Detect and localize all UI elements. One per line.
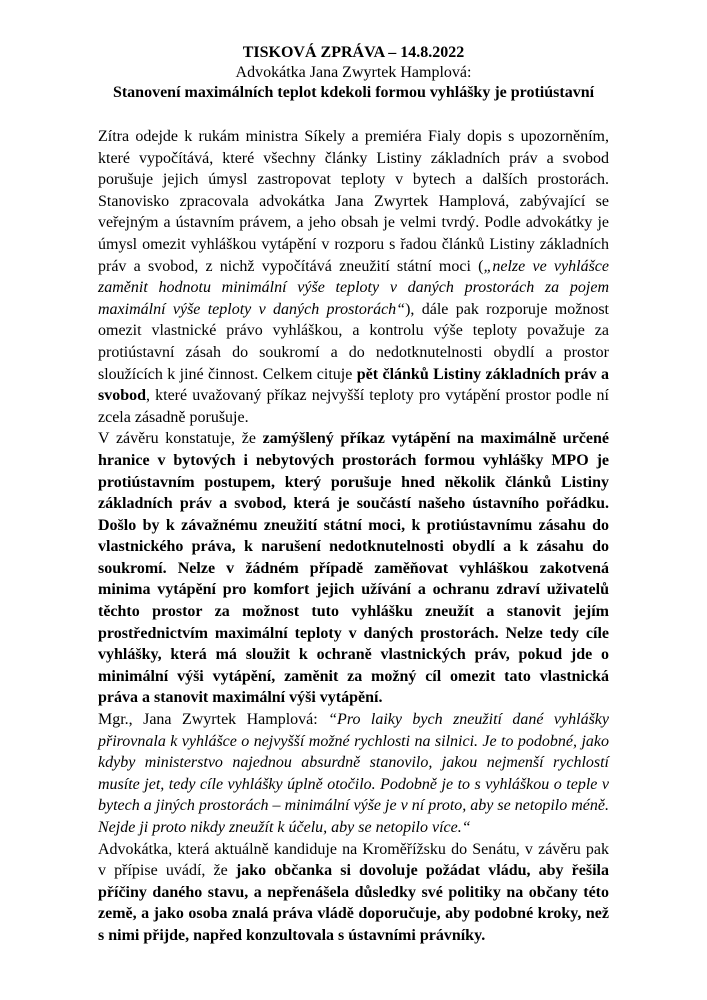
intro-quote: „nelze ve vyhlášce zaměnit hodnotu minimální výše teploty v daných prostorách za pojem maximální výše teploty v daných prostorách“ <box>98 257 609 318</box>
intro-text-2: ), dále pak rozporuje možnost omezit vlastnické právo vyhláškou, a kontrolu výše teploty považuje za protiústavní zásah do soukromí a do nedotknutelnosti obydlí a prostor sloužících k jiné činnost. Celkem cituje <box>98 300 610 383</box>
conclusion-text-1: V závěru konstatuje, že <box>98 430 263 448</box>
paragraph-quote <box>98 709 609 839</box>
press-release-body <box>98 126 609 947</box>
intro-bold: pět článků Listiny základních práv a svobod <box>98 365 609 405</box>
headline: Stanovení maximálních teplot kdekoli formou vyhlášky je protiústavní <box>112 84 595 101</box>
author-line: Advokátka Jana Zwyrtek Hamplová: <box>235 64 472 81</box>
document-title: TISKOVÁ ZPRÁVA – 14.8.2022 <box>242 44 465 61</box>
quote-attribution: Mgr., Jana Zwyrtek Hamplová: <box>98 711 329 729</box>
paragraph-conclusion <box>98 428 609 709</box>
quote-text: “Pro laiky bych zneužití dané vyhlášky přirovnala k vyhlášce o nejvyšší možné rychlosti na silnici. Je to podobné, jako kdyby ministerstvo najednou absurdně stanovilo, jakou nejmenší rychlostí musíte jet, tedy cíle vyhlášky úplně otočilo. Podobně je to s vyhláškou o teple v bytech a jiných prostorách – minimální výše je v ní proto, aby se netopilo méně. Nejde ji proto nikdy zneužít k účelu, aby se netopilo více.“ <box>98 711 610 836</box>
conclusion-bold: zamýšlený příkaz vytápění na maximálně určené hranice v bytových i nebytových prostorách formou vyhlášky MPO je protiústavním postupem, který porušuje hned několik článků Listiny základních práv a svobod, která je součástí našeho ústavního pořádku. Došlo by k závažnému zneužití státní moci, k protiústavnímu zásahu do vlastnického práva, k narušení nedotknutelnosti obydlí a k zásahu do soukromí. Nelze v žádném případě zaměňovat vyhláškou zakotvená minima vytápění pro komfort jejich užívání a ochranu zdraví uživatelů těchto prostor za možnost tuto vyhlášku zneužít a stanovit jejím prostřednictvím maximální teploty v daných prostorách. Nelze tedy cíle vyhlášky, která má sloužit k ochraně vlastnických práv, pokud jde o minimální výši vytápění, zaměnit za možný cíl omezit tato vlastnická práva a stanovit maximální výši vytápění. <box>98 430 609 707</box>
paragraph-closing <box>98 839 609 947</box>
intro-text-3: , které uvažovaný příkaz nejvyšší teploty pro vytápění prostor podle ní zcela zásadně porušuje. <box>98 387 609 426</box>
closing-bold: jako občanka si dovoluje požádat vládu, aby řešila příčiny daného stavu, a nepřenášela důsledky své politiky na občany této země, a jako osoba znalá práva vládě doporučuje, aby podobné kroky, než s nimi přijde, napřed konzultovala s ústavními právníky. <box>98 862 610 944</box>
paragraph-intro <box>98 126 609 428</box>
closing-text-1: Advokátka, která aktuálně kandiduje na Kroměřížsku do Senátu, v závěru pak v přípise uvádí, že <box>98 840 609 880</box>
press-release-header <box>0 43 707 103</box>
intro-text-1: Zítra odejde k rukám ministra Síkely a premiéra Fialy dopis s upozorněním, které vypočítává, které všechny články Listiny základních práv a svobod porušuje jejich úmysl zastropovat teploty v bytech a dalších prostorách. Stanovisko zpracovala advokátka Jana Zwyrtek Hamplová, zabývající se veřejným a ústavním právem, a jeho obsah je velmi tvrdý. Podle advokátky je úmysl omezit vyhláškou vytápění v rozporu s řadou článků Listiny základních práv a svobod, z nichž vypočítává zneužití státní moci ( <box>98 128 609 275</box>
